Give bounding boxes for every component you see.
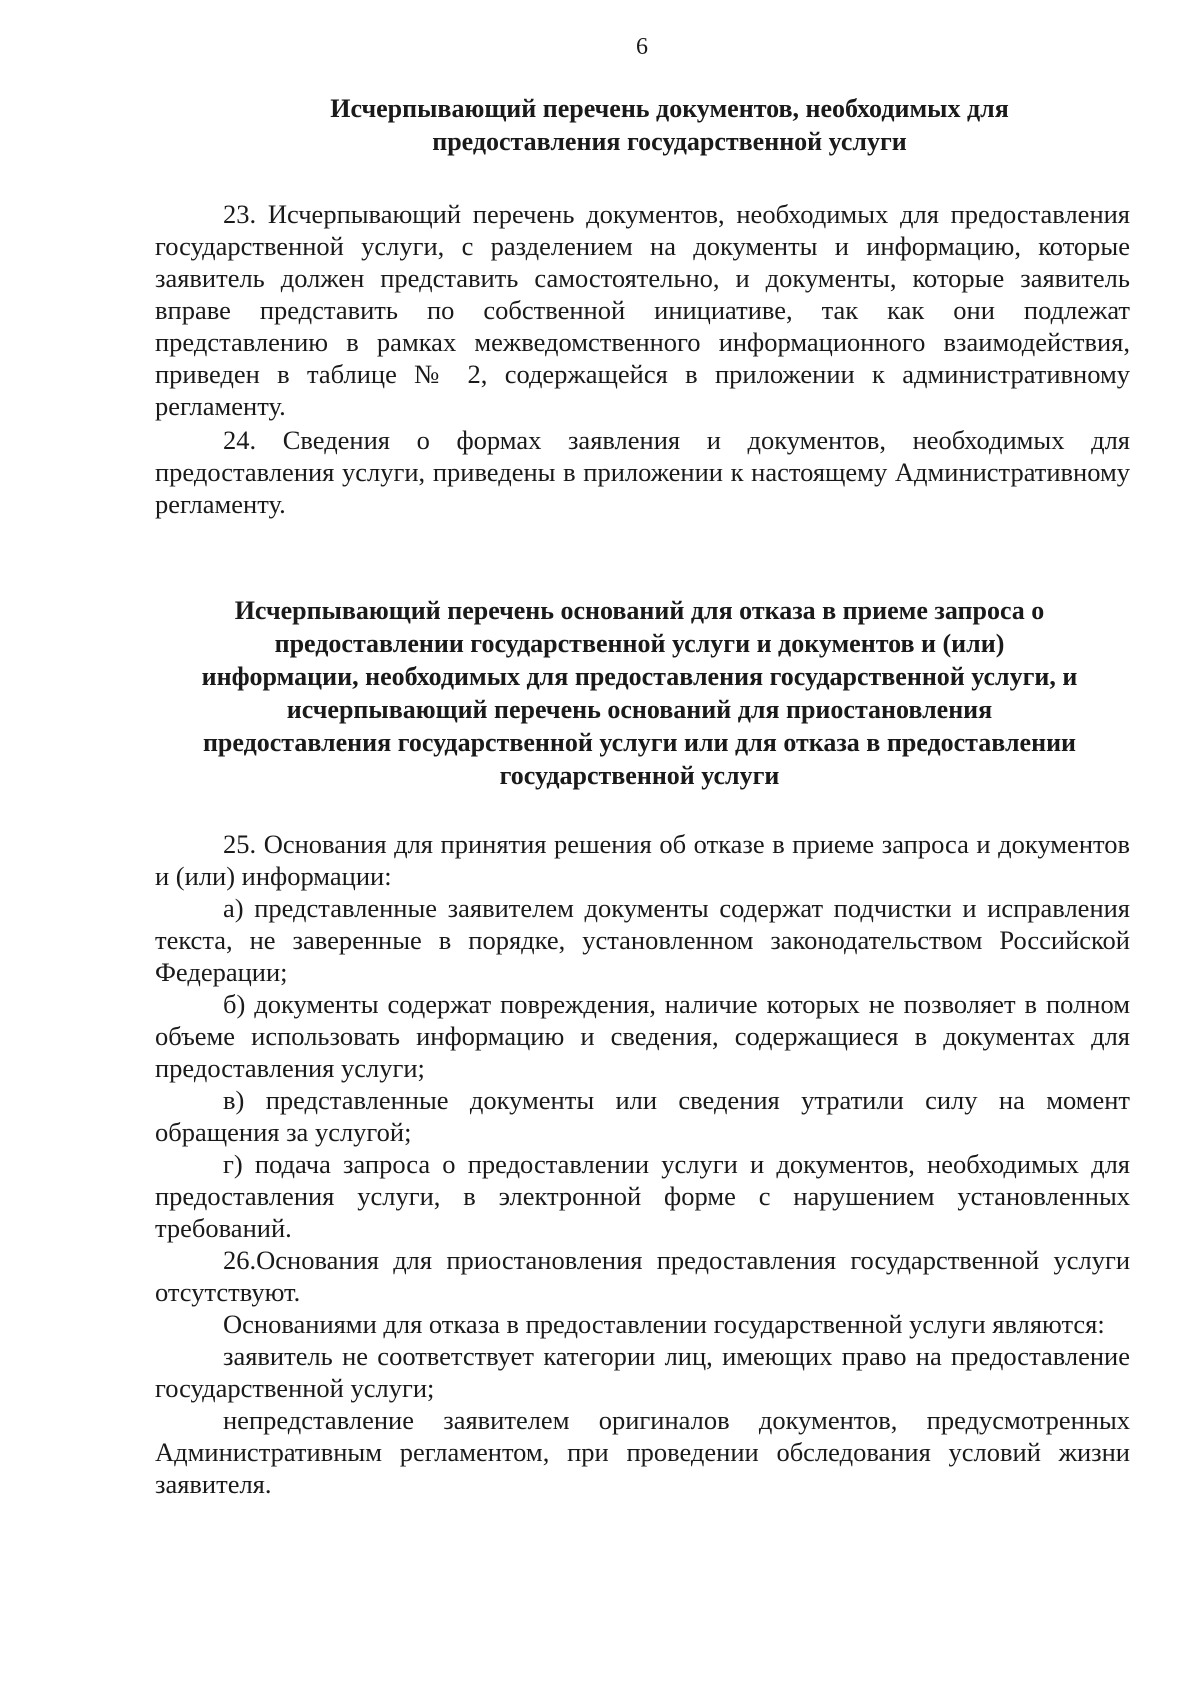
paragraph-25-a: а) представленные заявителем документы содержат подчистки и исправления текста, не заверенные в порядке, установленном законодательством Российской Федерации;	[155, 893, 1130, 987]
heading-line: информации, необходимых для предоставления государственной услуги, и	[201, 662, 1078, 691]
paragraph-26-reason-1: заявитель не соответствует категории лиц, имеющих право на предоставление государственной услуги;	[155, 1341, 1130, 1403]
paragraph-26-refusal-intro: Основаниями для отказа в предоставлении государственной услуги являются:	[223, 1309, 1105, 1339]
paragraph-23: 23. Исчерпывающий перечень документов, необходимых для предоставления государственной услуги, с разделением на документы и информацию, которые заявитель должен представить самостоятельно, и документы, которые заявитель вправе представить по собственной инициативе, так как они подлежат представлению в рамках межведомственного информационного взаимодействия, приведен в таблице № 2, содержащейся в приложении к административному регламенту.	[155, 199, 1130, 421]
paragraph-25-v: в) представленные документы или сведения утратили силу на момент обращения за услугой;	[155, 1085, 1130, 1147]
paragraph-26-reason-2: непредставление заявителем оригиналов документов, предусмотренных Административным регламентом, при проведении обследования условий жизни заявителя.	[155, 1405, 1130, 1499]
section-heading-refusal-grounds	[149, 594, 1130, 792]
heading-line: предоставления государственной услуги или для отказа в предоставлении	[202, 728, 1077, 757]
heading-line: предоставлении государственной услуги и документов и (или)	[274, 629, 1005, 658]
heading-line: Исчерпывающий перечень документов, необходимых для	[330, 94, 1009, 123]
paragraph-26: 26.Основания для приостановления предоставления государственной услуги отсутствуют.	[155, 1245, 1130, 1307]
heading-line: предоставления государственной услуги	[432, 127, 907, 156]
paragraph-25-b: б) документы содержат повреждения, наличие которых не позволяет в полном объеме использовать информацию и сведения, содержащиеся в документах для предоставления услуги;	[155, 989, 1130, 1083]
paragraph-24: 24. Сведения о формах заявления и документов, необходимых для предоставления услуги, приведены в приложении к настоящему Административному регламенту.	[155, 425, 1130, 519]
heading-line: исчерпывающий перечень оснований для приостановления	[286, 695, 993, 724]
heading-line: государственной услуги	[499, 761, 780, 790]
paragraph-25: 25. Основания для принятия решения об отказе в приеме запроса и документов и (или) информации:	[155, 829, 1130, 891]
section-heading-documents-list	[207, 92, 1132, 158]
page-content	[155, 92, 1130, 1500]
paragraph-25-g: г) подача запроса о предоставлении услуги и документов, необходимых для предоставления услуги, в электронной форме с нарушением установленных требований.	[155, 1149, 1130, 1243]
page-number: 6	[636, 34, 648, 60]
heading-line: Исчерпывающий перечень оснований для отказа в приеме запроса о	[234, 596, 1045, 625]
